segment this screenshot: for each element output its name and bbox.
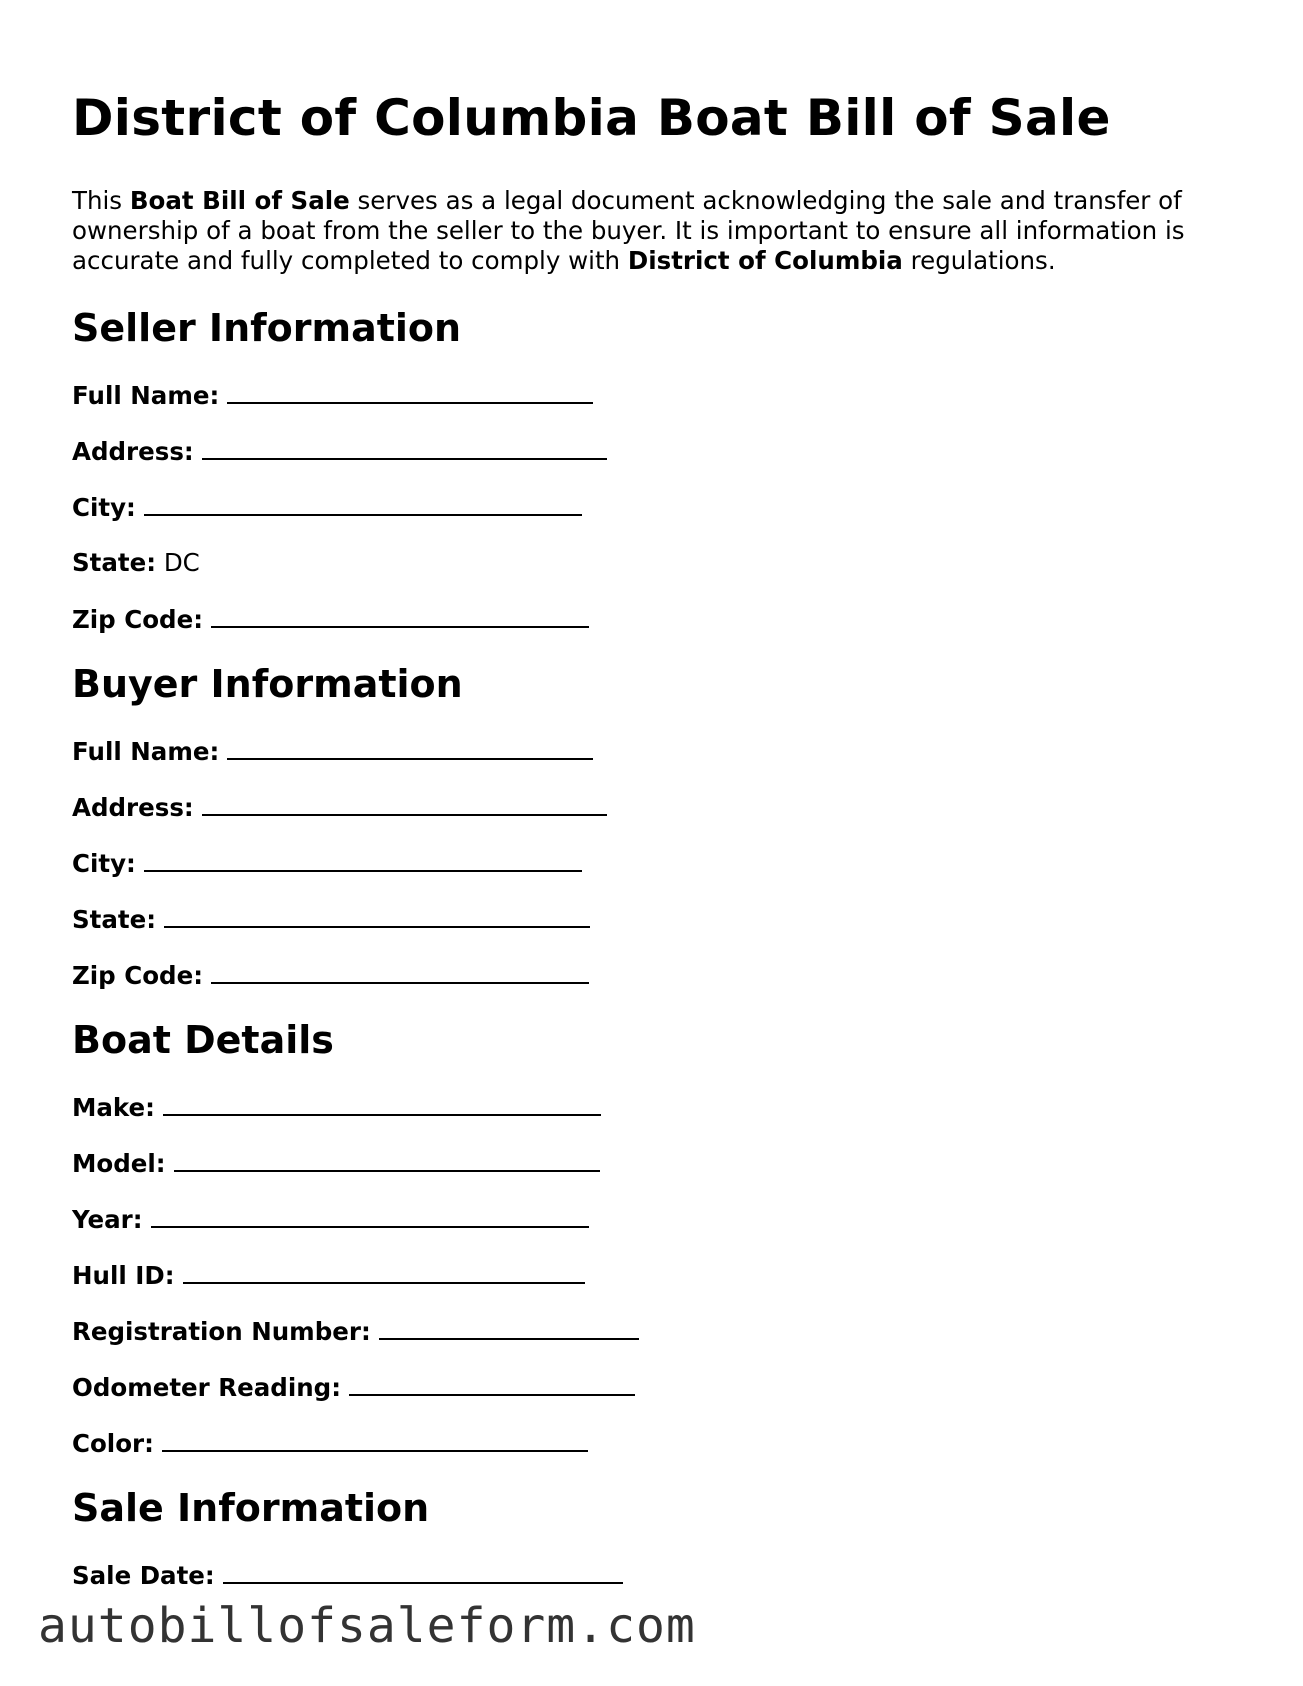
- boat-model-label: Model:: [72, 1149, 166, 1178]
- boat-model-line[interactable]: [174, 1148, 600, 1172]
- seller-heading: Seller Information: [72, 306, 462, 350]
- boat-make-line[interactable]: [163, 1092, 601, 1116]
- boat-odometer-label: Odometer Reading:: [72, 1373, 342, 1402]
- boat-make-label: Make:: [72, 1093, 155, 1122]
- boat-heading: Boat Details: [72, 1018, 334, 1062]
- seller-zip-field: [72, 604, 1252, 634]
- boat-color-line[interactable]: [162, 1428, 588, 1452]
- boat-color-field: [72, 1428, 1252, 1458]
- seller-full-name-line[interactable]: [227, 380, 593, 404]
- boat-hull-id-label: Hull ID:: [72, 1261, 175, 1290]
- seller-zip-line[interactable]: [211, 604, 589, 628]
- buyer-zip-field: [72, 960, 1252, 990]
- buyer-state-line[interactable]: [164, 904, 590, 928]
- intro-paragraph: [72, 186, 1252, 276]
- buyer-full-name-field: [72, 736, 1252, 766]
- sale-date-field: [72, 1560, 1252, 1590]
- intro-bold-2: District of Columbia: [627, 246, 903, 275]
- sale-section: [72, 1484, 1252, 1590]
- boat-year-field: [72, 1204, 1252, 1234]
- seller-address-field: [72, 436, 1252, 466]
- intro-bold-1: Boat Bill of Sale: [129, 186, 350, 215]
- intro-text-2: serves as a legal document acknowledging the sale and transfer of ownership of a boat from the seller to the buyer. It is important to ensure all information is accurate and fully completed to comply with: [72, 186, 1185, 275]
- buyer-full-name-line[interactable]: [227, 736, 593, 760]
- buyer-zip-line[interactable]: [211, 960, 589, 984]
- buyer-address-label: Address:: [72, 793, 194, 822]
- boat-color-label: Color:: [72, 1429, 154, 1458]
- sale-date-label: Sale Date:: [72, 1561, 215, 1590]
- buyer-city-label: City:: [72, 849, 136, 878]
- boat-year-line[interactable]: [151, 1204, 589, 1228]
- boat-year-label: Year:: [72, 1205, 143, 1234]
- seller-city-line[interactable]: [144, 492, 582, 516]
- buyer-zip-label: Zip Code:: [72, 961, 203, 990]
- buyer-city-line[interactable]: [144, 848, 582, 872]
- buyer-state-field: [72, 904, 1252, 934]
- boat-make-field: [72, 1092, 1252, 1122]
- document-page: [72, 88, 1252, 1616]
- buyer-address-line[interactable]: [202, 792, 607, 816]
- seller-address-line[interactable]: [202, 436, 607, 460]
- boat-registration-line[interactable]: [379, 1316, 639, 1340]
- boat-odometer-line[interactable]: [349, 1372, 635, 1396]
- boat-odometer-field: [72, 1372, 1252, 1402]
- seller-state-value: DC: [163, 548, 200, 577]
- seller-state-field: [72, 548, 1252, 578]
- seller-state-label: State:: [72, 548, 157, 577]
- sale-date-line[interactable]: [223, 1560, 623, 1584]
- seller-city-field: [72, 492, 1252, 522]
- buyer-heading: Buyer Information: [72, 662, 463, 706]
- boat-hull-id-field: [72, 1260, 1252, 1290]
- sale-heading: Sale Information: [72, 1486, 430, 1530]
- seller-full-name-label: Full Name:: [72, 381, 220, 410]
- seller-full-name-field: [72, 380, 1252, 410]
- site-watermark: autobillofsaleform.com: [38, 1598, 696, 1654]
- buyer-section: [72, 660, 1252, 990]
- intro-text-3: regulations.: [902, 246, 1056, 275]
- document-title: District of Columbia Boat Bill of Sale: [72, 89, 1111, 147]
- boat-registration-label: Registration Number:: [72, 1317, 371, 1346]
- seller-address-label: Address:: [72, 437, 194, 466]
- boat-hull-id-line[interactable]: [183, 1260, 585, 1284]
- buyer-address-field: [72, 792, 1252, 822]
- seller-section: [72, 304, 1252, 634]
- boat-registration-field: [72, 1316, 1252, 1346]
- boat-section: [72, 1016, 1252, 1458]
- boat-model-field: [72, 1148, 1252, 1178]
- seller-zip-label: Zip Code:: [72, 605, 203, 634]
- buyer-full-name-label: Full Name:: [72, 737, 220, 766]
- buyer-city-field: [72, 848, 1252, 878]
- intro-text-1: This: [72, 186, 130, 215]
- buyer-state-label: State:: [72, 905, 157, 934]
- seller-city-label: City:: [72, 493, 136, 522]
